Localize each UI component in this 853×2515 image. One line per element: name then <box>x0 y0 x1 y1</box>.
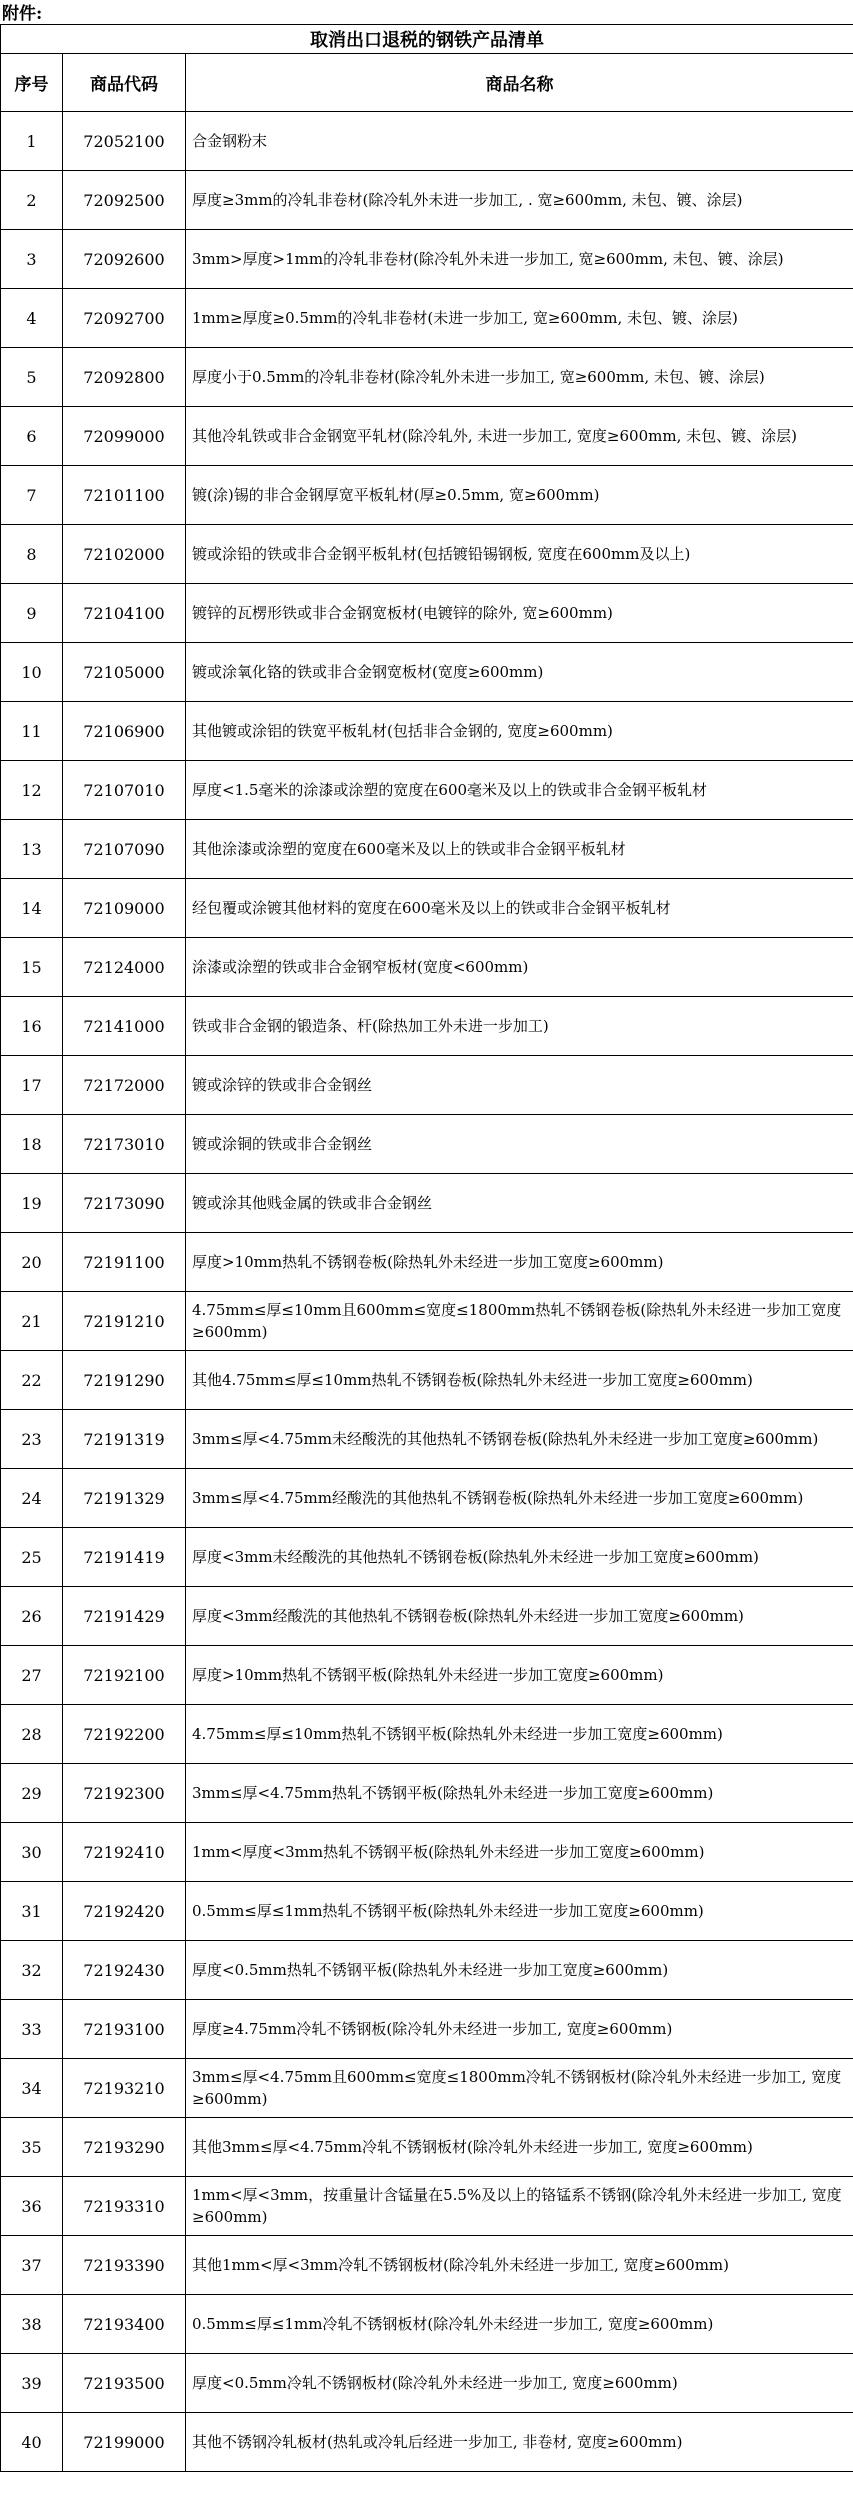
table-body <box>1 112 853 2472</box>
name-cell: 3mm≤厚<4.75mm未经酸洗的其他热轧不锈钢卷板(除热轧外未经进一步加工宽度≥600mm) <box>186 1410 853 1469</box>
table-row <box>1 584 853 643</box>
serial-cell: 5 <box>1 348 63 407</box>
name-cell: 厚度<3mm经酸洗的其他热轧不锈钢卷板(除热轧外未经进一步加工宽度≥600mm) <box>186 1587 853 1646</box>
table-row <box>1 879 853 938</box>
name-cell: 厚度小于0.5mm的冷轧非卷材(除冷轧外未进一步加工, 宽≥600mm, 未包、镀、涂层) <box>186 348 853 407</box>
code-cell: 72107010 <box>63 761 186 820</box>
code-cell: 72109000 <box>63 879 186 938</box>
code-cell: 72191419 <box>63 1528 186 1587</box>
serial-cell: 3 <box>1 230 63 289</box>
code-cell: 72107090 <box>63 820 186 879</box>
table-row <box>1 525 853 584</box>
table-row <box>1 1115 853 1174</box>
table-row <box>1 112 853 171</box>
table-row <box>1 1764 853 1823</box>
serial-cell: 33 <box>1 2000 63 2059</box>
code-cell: 72192300 <box>63 1764 186 1823</box>
name-cell: 厚度<1.5毫米的涂漆或涂塑的宽度在600毫米及以上的铁或非合金钢平板轧材 <box>186 761 853 820</box>
products-table <box>0 24 853 2472</box>
serial-cell: 9 <box>1 584 63 643</box>
name-cell: 1mm<厚<3mm，按重量计含锰量在5.5%及以上的铬锰系不锈钢(除冷轧外未经进一步加工, 宽度≥600mm) <box>186 2177 853 2236</box>
table-row <box>1 171 853 230</box>
name-cell: 涂漆或涂塑的铁或非合金钢窄板材(宽度<600mm) <box>186 938 853 997</box>
code-cell: 72173010 <box>63 1115 186 1174</box>
col-header-serial: 序号 <box>1 54 63 112</box>
serial-cell: 26 <box>1 1587 63 1646</box>
name-cell: 厚度<0.5mm热轧不锈钢平板(除热轧外未经进一步加工宽度≥600mm) <box>186 1941 853 2000</box>
serial-cell: 22 <box>1 1351 63 1410</box>
serial-cell: 15 <box>1 938 63 997</box>
serial-cell: 19 <box>1 1174 63 1233</box>
name-cell: 厚度>10mm热轧不锈钢平板(除热轧外未经进一步加工宽度≥600mm) <box>186 1646 853 1705</box>
serial-cell: 4 <box>1 289 63 348</box>
code-cell: 72124000 <box>63 938 186 997</box>
serial-cell: 30 <box>1 1823 63 1882</box>
serial-cell: 12 <box>1 761 63 820</box>
table-row <box>1 2295 853 2354</box>
serial-cell: 11 <box>1 702 63 761</box>
name-cell: 4.75mm≤厚≤10mm且600mm≤宽度≤1800mm热轧不锈钢卷板(除热轧外未经进一步加工宽度≥600mm) <box>186 1292 853 1351</box>
code-cell: 72192100 <box>63 1646 186 1705</box>
name-cell: 1mm<厚度<3mm热轧不锈钢平板(除热轧外未经进一步加工宽度≥600mm) <box>186 1823 853 1882</box>
serial-cell: 14 <box>1 879 63 938</box>
table-row <box>1 2000 853 2059</box>
code-cell: 72191100 <box>63 1233 186 1292</box>
code-cell: 72173090 <box>63 1174 186 1233</box>
table-row <box>1 2236 853 2295</box>
code-cell: 72191429 <box>63 1587 186 1646</box>
serial-cell: 34 <box>1 2059 63 2118</box>
serial-cell: 25 <box>1 1528 63 1587</box>
serial-cell: 35 <box>1 2118 63 2177</box>
serial-cell: 32 <box>1 1941 63 2000</box>
attachment-label: 附件: <box>2 4 43 24</box>
code-cell: 72191329 <box>63 1469 186 1528</box>
table-row <box>1 289 853 348</box>
code-cell: 72092800 <box>63 348 186 407</box>
code-cell: 72101100 <box>63 466 186 525</box>
code-cell: 72191290 <box>63 1351 186 1410</box>
table-row <box>1 348 853 407</box>
serial-cell: 31 <box>1 1882 63 1941</box>
serial-cell: 21 <box>1 1292 63 1351</box>
table-row <box>1 2413 853 2472</box>
serial-cell: 37 <box>1 2236 63 2295</box>
name-cell: 3mm≤厚<4.75mm热轧不锈钢平板(除热轧外未经进一步加工宽度≥600mm) <box>186 1764 853 1823</box>
serial-cell: 1 <box>1 112 63 171</box>
serial-cell: 6 <box>1 407 63 466</box>
name-cell: 1mm≥厚度≥0.5mm的冷轧非卷材(未进一步加工, 宽≥600mm, 未包、镀、涂层) <box>186 289 853 348</box>
table-row <box>1 2059 853 2118</box>
serial-cell: 20 <box>1 1233 63 1292</box>
serial-cell: 24 <box>1 1469 63 1528</box>
name-cell: 厚度>10mm热轧不锈钢卷板(除热轧外未经进一步加工宽度≥600mm) <box>186 1233 853 1292</box>
serial-cell: 7 <box>1 466 63 525</box>
code-cell: 72193310 <box>63 2177 186 2236</box>
name-cell: 厚度<3mm未经酸洗的其他热轧不锈钢卷板(除热轧外未经进一步加工宽度≥600mm) <box>186 1528 853 1587</box>
table-title-row <box>1 25 853 54</box>
name-cell: 3mm≤厚<4.75mm经酸洗的其他热轧不锈钢卷板(除热轧外未经进一步加工宽度≥600mm) <box>186 1469 853 1528</box>
table-row <box>1 1292 853 1351</box>
serial-cell: 18 <box>1 1115 63 1174</box>
name-cell: 镀锌的瓦楞形铁或非合金钢宽板材(电镀锌的除外, 宽≥600mm) <box>186 584 853 643</box>
table-row <box>1 1646 853 1705</box>
code-cell: 72092500 <box>63 171 186 230</box>
code-cell: 72193400 <box>63 2295 186 2354</box>
table-row <box>1 761 853 820</box>
table-row <box>1 2118 853 2177</box>
table-row <box>1 230 853 289</box>
table-row <box>1 1882 853 1941</box>
name-cell: 其他4.75mm≤厚≤10mm热轧不锈钢卷板(除热轧外未经进一步加工宽度≥600mm) <box>186 1351 853 1410</box>
name-cell: 其他3mm≤厚<4.75mm冷轧不锈钢板材(除冷轧外未经进一步加工, 宽度≥600mm) <box>186 2118 853 2177</box>
code-cell: 72193290 <box>63 2118 186 2177</box>
serial-cell: 29 <box>1 1764 63 1823</box>
name-cell: 其他冷轧铁或非合金钢宽平轧材(除冷轧外, 未进一步加工, 宽度≥600mm, 未包、镀、涂层) <box>186 407 853 466</box>
code-cell: 72193390 <box>63 2236 186 2295</box>
code-cell: 72172000 <box>63 1056 186 1115</box>
serial-cell: 10 <box>1 643 63 702</box>
name-cell: 合金钢粉末 <box>186 112 853 171</box>
name-cell: 其他涂漆或涂塑的宽度在600毫米及以上的铁或非合金钢平板轧材 <box>186 820 853 879</box>
table-row <box>1 1351 853 1410</box>
name-cell: 0.5mm≤厚≤1mm热轧不锈钢平板(除热轧外未经进一步加工宽度≥600mm) <box>186 1882 853 1941</box>
table-row <box>1 1056 853 1115</box>
serial-cell: 27 <box>1 1646 63 1705</box>
name-cell: 镀或涂其他贱金属的铁或非合金钢丝 <box>186 1174 853 1233</box>
name-cell: 镀或涂铜的铁或非合金钢丝 <box>186 1115 853 1174</box>
serial-cell: 28 <box>1 1705 63 1764</box>
table-row <box>1 1705 853 1764</box>
code-cell: 72192410 <box>63 1823 186 1882</box>
table-row <box>1 1174 853 1233</box>
table-row <box>1 407 853 466</box>
table-row <box>1 1410 853 1469</box>
table-row <box>1 1587 853 1646</box>
table-row <box>1 2354 853 2413</box>
name-cell: 其他1mm<厚<3mm冷轧不锈钢板材(除冷轧外未经进一步加工, 宽度≥600mm) <box>186 2236 853 2295</box>
serial-cell: 8 <box>1 525 63 584</box>
serial-cell: 2 <box>1 171 63 230</box>
code-cell: 72141000 <box>63 997 186 1056</box>
name-cell: 铁或非合金钢的锻造条、杆(除热加工外未进一步加工) <box>186 997 853 1056</box>
table-row <box>1 466 853 525</box>
name-cell: 镀或涂氧化铬的铁或非合金钢宽板材(宽度≥600mm) <box>186 643 853 702</box>
code-cell: 72193100 <box>63 2000 186 2059</box>
table-row <box>1 2177 853 2236</box>
table-row <box>1 938 853 997</box>
name-cell: 厚度≥3mm的冷轧非卷材(除冷轧外未进一步加工, . 宽≥600mm, 未包、镀、涂层) <box>186 171 853 230</box>
name-cell: 厚度<0.5mm冷轧不锈钢板材(除冷轧外未经进一步加工, 宽度≥600mm) <box>186 2354 853 2413</box>
table-row <box>1 1469 853 1528</box>
name-cell: 经包覆或涂镀其他材料的宽度在600毫米及以上的铁或非合金钢平板轧材 <box>186 879 853 938</box>
table-header-row <box>1 54 853 112</box>
code-cell: 72193500 <box>63 2354 186 2413</box>
serial-cell: 40 <box>1 2413 63 2472</box>
name-cell: 厚度≥4.75mm冷轧不锈钢板(除冷轧外未经进一步加工, 宽度≥600mm) <box>186 2000 853 2059</box>
serial-cell: 23 <box>1 1410 63 1469</box>
name-cell: 镀或涂铅的铁或非合金钢平板轧材(包括镀铅锡钢板, 宽度在600mm及以上) <box>186 525 853 584</box>
code-cell: 72052100 <box>63 112 186 171</box>
serial-cell: 36 <box>1 2177 63 2236</box>
code-cell: 72099000 <box>63 407 186 466</box>
name-cell: 镀或涂锌的铁或非合金钢丝 <box>186 1056 853 1115</box>
code-cell: 72199000 <box>63 2413 186 2472</box>
code-cell: 72106900 <box>63 702 186 761</box>
code-cell: 72192420 <box>63 1882 186 1941</box>
table-row <box>1 702 853 761</box>
code-cell: 72191210 <box>63 1292 186 1351</box>
code-cell: 72192430 <box>63 1941 186 2000</box>
name-cell: 镀(涂)锡的非合金钢厚宽平板轧材(厚≥0.5mm, 宽≥600mm) <box>186 466 853 525</box>
table-title: 取消出口退税的钢铁产品清单 <box>1 25 853 54</box>
table-row <box>1 820 853 879</box>
code-cell: 72092700 <box>63 289 186 348</box>
table-row <box>1 643 853 702</box>
code-cell: 72193210 <box>63 2059 186 2118</box>
code-cell: 72102000 <box>63 525 186 584</box>
name-cell: 其他镀或涂铝的铁宽平板轧材(包括非合金钢的, 宽度≥600mm) <box>186 702 853 761</box>
serial-cell: 17 <box>1 1056 63 1115</box>
name-cell: 0.5mm≤厚≤1mm冷轧不锈钢板材(除冷轧外未经进一步加工, 宽度≥600mm) <box>186 2295 853 2354</box>
table-row <box>1 1528 853 1587</box>
serial-cell: 39 <box>1 2354 63 2413</box>
table-row <box>1 1941 853 2000</box>
serial-cell: 38 <box>1 2295 63 2354</box>
code-cell: 72105000 <box>63 643 186 702</box>
col-header-code: 商品代码 <box>63 54 186 112</box>
code-cell: 72192200 <box>63 1705 186 1764</box>
code-cell: 72191319 <box>63 1410 186 1469</box>
name-cell: 4.75mm≤厚≤10mm热轧不锈钢平板(除热轧外未经进一步加工宽度≥600mm) <box>186 1705 853 1764</box>
name-cell: 3mm>厚度>1mm的冷轧非卷材(除冷轧外未进一步加工, 宽≥600mm, 未包、镀、涂层) <box>186 230 853 289</box>
col-header-name: 商品名称 <box>186 54 853 112</box>
name-cell: 3mm≤厚<4.75mm且600mm≤宽度≤1800mm冷轧不锈钢板材(除冷轧外未经进一步加工, 宽度≥600mm) <box>186 2059 853 2118</box>
serial-cell: 13 <box>1 820 63 879</box>
table-row <box>1 997 853 1056</box>
name-cell: 其他不锈钢冷轧板材(热轧或冷轧后经进一步加工, 非卷材, 宽度≥600mm) <box>186 2413 853 2472</box>
table-row <box>1 1823 853 1882</box>
serial-cell: 16 <box>1 997 63 1056</box>
table-row <box>1 1233 853 1292</box>
code-cell: 72092600 <box>63 230 186 289</box>
code-cell: 72104100 <box>63 584 186 643</box>
